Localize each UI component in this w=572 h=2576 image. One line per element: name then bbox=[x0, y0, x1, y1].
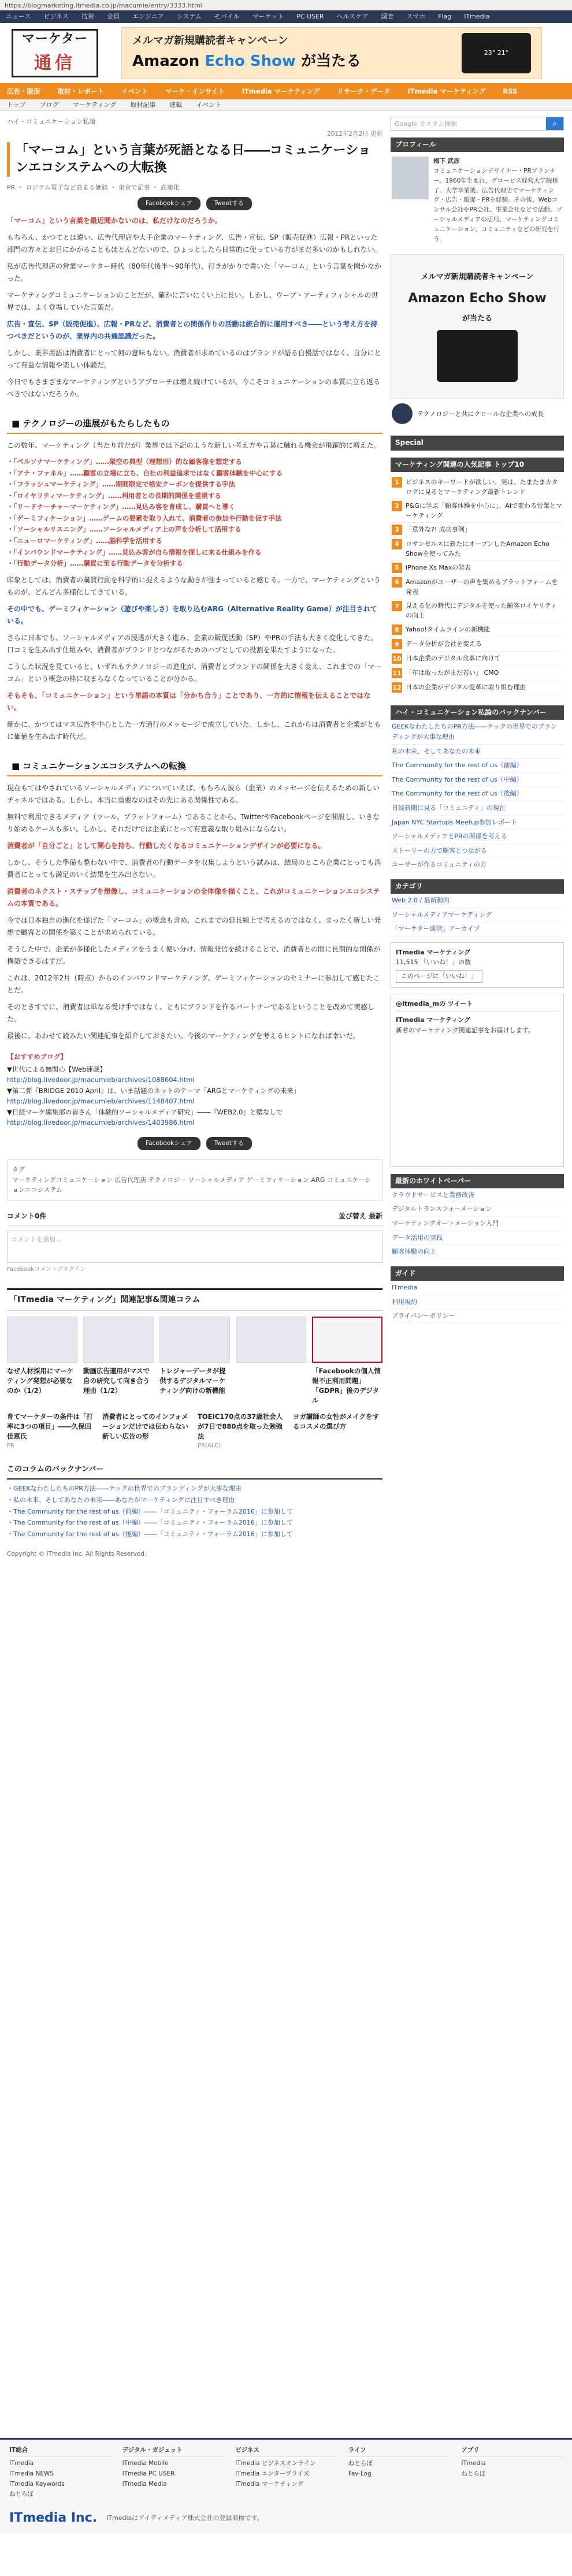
list-item: ・「ソーシャルリスニング」……ソーシャルメディア上の声を分析して活用する bbox=[7, 525, 242, 534]
topnav-item[interactable]: マーケット bbox=[252, 13, 284, 21]
topnav-item[interactable]: エンジニア bbox=[132, 13, 164, 21]
tags-title: タグ bbox=[12, 1166, 25, 1174]
paragraph: 無料で利用できるメディア（ツール、プラットフォーム）であることから、TwitterやFacebookページを開設し、いきなり始めるケースも多い。しかし、それだけでは企業にとって有意義な取り組みにならない。 bbox=[7, 812, 380, 833]
category-item[interactable]: 「マーケター通信」アーカイブ bbox=[391, 922, 564, 936]
search-icon[interactable]: ⌕ bbox=[546, 117, 563, 130]
column-item[interactable]: ソーシャルメディアとPRの関係を考える bbox=[391, 830, 564, 844]
highlight-paragraph: 消費者のネクスト・ステップを想像し、コミュニケーションの全体像を描くこと、これがコミュニケーションエコシステムの本質である。 bbox=[7, 887, 380, 908]
related-grid bbox=[7, 1317, 382, 1406]
subnav-item[interactable]: 取材記事 bbox=[130, 101, 156, 109]
ranking-item[interactable]: 8 Yahoo!タイムラインの新機能 bbox=[392, 623, 563, 637]
sidebar-ad-line3: が当たる bbox=[462, 314, 492, 323]
paragraph: 現在もてはやされているソーシャルメディアについていえば、もちろん彼ら（企業）のメッセージを伝えるための新しいチャネルではある。しかし、本当に重要なのはその先にある関係性である。 bbox=[7, 783, 380, 804]
footer-text: ITmediaはアイティメディア株式会社の登録商標です。 bbox=[106, 2514, 263, 2522]
comment-input[interactable]: コメントを追加... bbox=[7, 1231, 382, 1263]
topnav-item[interactable]: 技術 bbox=[81, 13, 95, 21]
catnav-item[interactable]: イベント bbox=[121, 87, 148, 95]
category-nav bbox=[0, 83, 572, 99]
highlight-paragraph: そもそも、「コミュニケーション」という単語の本質は「分かち合う」ことであり、一方的に情報を伝えることではない。 bbox=[7, 691, 371, 712]
logo-line2: 通信 bbox=[34, 53, 76, 73]
related-card-featured[interactable]: 「Facebookの個人情報不正利用問題」「GDPR」後のデジタル bbox=[312, 1317, 382, 1406]
guide-item[interactable]: ITmedia bbox=[391, 1281, 564, 1295]
backnumber-item[interactable]: ・The Community for the rest of us（前編）――「コミュニティ・フォーラム2016」に参加して bbox=[7, 1507, 293, 1515]
fb-likes: 11,515 「いいね！」の数 bbox=[396, 958, 471, 967]
topnav-item[interactable]: ITmedia bbox=[464, 13, 490, 21]
twitter-widget bbox=[391, 994, 564, 1167]
related-thumb bbox=[236, 1317, 306, 1363]
article-date: 2012年2月2日 更新 bbox=[327, 130, 382, 137]
paragraph: さらに日本でも、ソーシャルメディアの浸透が大きく進み、企業の販促活動（SP）やPRの手法も大きく変化してきた。口コミを生み出す仕組みや、消費者がブランドとつながるためのハブとしての役割を果たすようになった。 bbox=[7, 633, 378, 654]
mini-ad-icon bbox=[392, 403, 413, 424]
related-card[interactable]: ヨガ講師の女性がメイクをするコスメの選び方 bbox=[293, 1412, 380, 1430]
guide-list bbox=[391, 1281, 564, 1324]
top-ad-banner[interactable] bbox=[121, 27, 542, 79]
backnumber-item[interactable]: ・The Community for the rest of us（中編）――「コミュニティ・フォーラム2016」に参加して bbox=[7, 1519, 293, 1527]
paragraph: この数年、マーケティング（当たり前だが）業界では下記のような新しい考え方や言葉に触れる機会が飛躍的に増えた。 bbox=[7, 441, 381, 450]
backnumber-heading: このコラムのバックナンバー bbox=[7, 1464, 382, 1480]
section-heading: ■ テクノロジーの進展がもたらしたもの bbox=[7, 414, 382, 434]
related-card[interactable]: 消費者にとってのインフォメーションだけでは伝わらない新しい広告の形 bbox=[102, 1412, 189, 1441]
paragraph: 私が広告代理店の営業マーケター時代（80年代後半〜90年代）、行きがかりで書いた「マーコム」という言葉を聞かなかった。 bbox=[7, 262, 381, 283]
footer-link[interactable]: ITmedia マーケティング bbox=[235, 2480, 303, 2488]
highlight-paragraph: 広告・宣伝、SP（販売促進）、広報・PRなど、消費者との関係作りの活動は統合的に運用すべき――という考え方を持つべきだというのが、業界内の共通認識だった。 bbox=[7, 320, 378, 341]
backnumber-item[interactable]: ・私の未来、そしてあなたの未来――あなたがマーケティングに注目すべき理由 bbox=[7, 1496, 235, 1504]
lead-paragraph: 「マーコム」という言葉を最近聞かないのは、私だけなのだろうか。 bbox=[7, 217, 222, 225]
column-item[interactable]: Japan NYC Startups Meetup参加レポート bbox=[391, 816, 564, 830]
browser-url-bar[interactable]: https://blogmarketing.itmedia.co.jp/macumie/entry/3333.html bbox=[0, 0, 572, 10]
subnav-item[interactable]: マーケティング bbox=[72, 101, 117, 109]
ranking-item[interactable]: 2 P&Gに学ぶ「顧客体験を中心に」、AIで変わる営業とマーケティング bbox=[392, 499, 563, 523]
footer-link[interactable]: ITmedia Mobile bbox=[122, 2459, 169, 2467]
search-box bbox=[391, 117, 564, 131]
list-item: ・「行動データ分析」……購買に至る行動データを分析する bbox=[7, 559, 183, 568]
paragraph: しかし、そうした準備も整わない中で、消費者の行動データを収集しようという試みは、結局のところ企業にとっても消費者にとっても満足のいく結果を生み出さない。 bbox=[7, 858, 381, 879]
facebook-widget bbox=[391, 942, 564, 988]
column-backnumber-heading: ハイ・コミュニケーション私論のバックナンバー bbox=[391, 705, 564, 720]
subnav-item[interactable]: ブログ bbox=[39, 101, 59, 109]
ranking-item[interactable]: 5 iPhone Xs Maxの発表 bbox=[392, 561, 563, 575]
comment-section bbox=[7, 1211, 382, 1274]
highlight-paragraph: その中でも、ゲーミフィケーション（遊びや楽しさ）を取り込むARG（Alternative Reality Game）が注目されている。 bbox=[7, 604, 377, 625]
ranking-item[interactable]: 3 「意外な?! 成功事例」 bbox=[392, 523, 563, 537]
paragraph: 今では日本独自の進化を遂げた「マーコム」の概念も含め、これまでの延長線上で考えるのではなく、まったく新しい発想で顧客との関係を築くことが求められている。 bbox=[7, 916, 381, 936]
paragraph: 印象としては、消費者の購買行動を科学的に捉えるような動きが強まっていると感じる。一方で、マーケティングというものが、どんどん多様化してきている。 bbox=[7, 575, 381, 596]
ranking-item[interactable]: 10 日本企業のデジタル改革に向けて bbox=[392, 652, 563, 666]
footer-link[interactable]: ITmedia bbox=[9, 2459, 34, 2467]
fb-like-button[interactable]: このページに「いいね！」 bbox=[396, 970, 482, 983]
share-buttons-bottom bbox=[7, 1137, 382, 1150]
paragraph: もちろん、かつてとは違い、広告代理店や大手企業のマーケティング、広告・宣伝、SP（販売促進）広報・PRといった部門の方々とお目にかかることもほとんどないので、ひょっとしたら日常的に使っている方がまだ多いのかもしれない。 bbox=[7, 233, 381, 254]
related-grid-2 bbox=[7, 1412, 382, 1451]
paragraph: そうした中で、企業が多様化したメディアをうまく使い分け、情報発信を続けることで、消費者との間に長期的な関係が構築できるはずだ。 bbox=[7, 945, 381, 965]
column-item[interactable]: The Community for the rest of us（中編） bbox=[391, 773, 564, 787]
topnav-item[interactable]: Flag bbox=[438, 13, 452, 21]
category-item[interactable]: Web 2.0 / 最新動向 bbox=[391, 894, 564, 908]
list-item: ・「ニューロマーケティング」……脳科学を活用する bbox=[7, 536, 162, 545]
twitter-account[interactable]: ITmedia マーケティング bbox=[396, 1016, 471, 1024]
ad-device-image: 23° 21° bbox=[462, 33, 531, 73]
topnav-item[interactable]: システム bbox=[176, 13, 202, 21]
column-item[interactable]: 日経新聞に見る「コミュニティ」の現在 bbox=[391, 801, 564, 816]
facebook-share-button[interactable]: Facebookシェア bbox=[138, 197, 200, 210]
subnav-item[interactable]: 連載 bbox=[169, 101, 183, 109]
whitepaper-item[interactable]: クラウドサービスと業務改善 bbox=[391, 1188, 564, 1203]
footer-link[interactable]: Fav-Log bbox=[348, 2470, 372, 2477]
paragraph: これは、2012年2月（時点）からのインバウンドマーケティング、ゲーミフィケーションのセミナーに参加して感じたことだ。 bbox=[7, 973, 380, 994]
link-label: ▼日経マーケ編集部の皆さん「体験的ソーシャルメディア研究」――『WEB2.0』と壁なしで bbox=[7, 1107, 283, 1116]
footer-link[interactable]: ITmedia PC USER bbox=[122, 2470, 175, 2477]
ad-headline: メルマガ新規購読者キャンペーン bbox=[132, 34, 288, 47]
paragraph: マーケティングコミュニケーションのことだが、確かに言いにくい上に長い。しかし、ウーブ・アーティフィシャルの世界では、よく登場していた言葉だ。 bbox=[7, 291, 378, 312]
topnav-item[interactable]: モバイル bbox=[214, 13, 240, 21]
subnav-item[interactable]: トップ bbox=[7, 101, 26, 109]
topnav-item[interactable]: ヘルスケア bbox=[336, 13, 369, 21]
link-label: ▼世代による無関心【Web連載】 bbox=[7, 1065, 106, 1074]
catnav-item[interactable]: RSS bbox=[503, 87, 518, 95]
footer-link[interactable]: ねとらぼ bbox=[9, 2490, 34, 2498]
comment-count: コメント0件 bbox=[7, 1211, 47, 1220]
masthead bbox=[0, 23, 572, 83]
profile-heading: プロフィール bbox=[391, 137, 564, 152]
paragraph: 確かに、かつてはマス広告を中心とした一方通行のメッセージで成立していた。しかし、これからは消費者と企業がともに価値を生み出す時代だ。 bbox=[7, 720, 381, 741]
whitepaper-item[interactable]: マーケティングオートメーション入門 bbox=[391, 1217, 564, 1231]
catnav-item[interactable]: 取材・レポート bbox=[57, 87, 104, 95]
breadcrumb[interactable]: ハイ・コミュニケーション私論 bbox=[7, 118, 96, 125]
guide-item[interactable]: 利用規約 bbox=[391, 1295, 564, 1310]
link-url[interactable]: http://blog.livedoor.jp/macumieb/archives/1403986.html bbox=[7, 1118, 195, 1127]
search-input[interactable]: Google カスタム検索 bbox=[395, 120, 458, 128]
subnav-item[interactable]: イベント bbox=[196, 101, 222, 109]
comment-sort-select[interactable]: 並び替え 最新 bbox=[338, 1211, 382, 1220]
list-item: ・「フラッシュマーケティング」……期間限定で格安クーポンを提供する手法 bbox=[7, 480, 235, 489]
tweet-button[interactable]: Tweetする bbox=[206, 1137, 252, 1150]
related-card[interactable] bbox=[236, 1317, 306, 1406]
column-item[interactable]: ストーリーの力で顧客とつながる bbox=[391, 844, 564, 858]
ad-offer: Amazon Echo Show が当たる bbox=[132, 52, 362, 70]
footer-link[interactable]: ITmedia ビジネスオンライン bbox=[235, 2459, 316, 2467]
ranking-item[interactable]: 4 ロサンゼルスに新たにオープンしたAmazon Echo Showを使ってみた bbox=[392, 537, 563, 561]
topnav-item[interactable]: スマホ bbox=[406, 13, 426, 21]
column-item[interactable]: The Community for the rest of us（前編） bbox=[391, 759, 564, 773]
list-item: ・「インバウンドマーケティング」……見込み客が自ら情報を探しに来る仕組みを作る bbox=[7, 548, 262, 556]
ranking-list bbox=[391, 472, 564, 698]
pr-line[interactable]: PR ・ ロジテム電子など高まる価値 ・ 東京で記事 ・ 高速化 bbox=[7, 183, 180, 191]
comment-plugin-label: Facebookコメントプラグイン bbox=[7, 1266, 86, 1273]
footer-column: デジタル・ガジェット ITmedia Mobile ITmedia PC USER ITmedia Media bbox=[122, 2445, 224, 2500]
footer-column: ライフ ねとらぼ Fav-Log bbox=[348, 2445, 450, 2500]
catnav-item[interactable]: リサーチ・データ bbox=[337, 87, 391, 95]
sidebar-ad-line1: メルマガ新規購読者キャンペーン bbox=[421, 272, 534, 281]
related-card[interactable]: なぜ人材採用にマーケティング発想が必要なのか（1/2） bbox=[7, 1317, 77, 1406]
share-buttons-top bbox=[7, 197, 382, 210]
ranking-item[interactable]: 7 見える化の時代にデジタルを使った顧客ロイヤリティの向上 bbox=[392, 599, 563, 623]
ranking-item[interactable]: 11 「年は取ったがまだ若い」 CMO bbox=[392, 666, 563, 681]
related-thumb bbox=[159, 1317, 230, 1363]
sidebar-ad-line2: Amazon Echo Show bbox=[408, 291, 547, 306]
whitepaper-heading: 最新のホワイトペーパー bbox=[391, 1174, 564, 1188]
column-item[interactable]: ユーザーが作るコミュニティの力 bbox=[391, 858, 564, 872]
author-profile bbox=[391, 152, 564, 248]
related-thumb bbox=[83, 1317, 154, 1363]
sidebar bbox=[391, 117, 564, 1559]
whitepaper-item[interactable]: 顧客体験の向上 bbox=[391, 1245, 564, 1259]
column-item[interactable]: The Community for the rest of us（後編） bbox=[391, 787, 564, 801]
main-column bbox=[7, 117, 382, 1559]
related-card[interactable]: トレジャーデータが提供するデジタルマーケティング向けの新機能 bbox=[159, 1317, 230, 1406]
footer bbox=[0, 2438, 572, 2534]
footer-link[interactable]: ねとらぼ bbox=[348, 2459, 373, 2467]
page-body bbox=[0, 111, 572, 1559]
list-item: ・「ロイヤリティマーケティング」……利用者との長期的関係を重視する bbox=[7, 491, 221, 500]
paragraph: こうした状況を見ていると、いずれもテクノロジーの進化が、消費者とブランドの関係を大きく変え、これまでの「マーコム」という概念の枠に収まらなくなっていることが分かる。 bbox=[7, 662, 382, 683]
list-item: ・「ペルソナマーケティング」……架空の典型（理想形）的な顧客像を想定する bbox=[7, 458, 242, 466]
ranking-item[interactable]: 9 データ分析が会社を変える bbox=[392, 637, 563, 652]
mini-ad[interactable]: テクノロジーと共にクロールな企業への成長 bbox=[391, 399, 564, 429]
list-item: ・「アナ・ファネル」……顧客の立場に立ち、自社の利益追求ではなく顧客体験を中心にする bbox=[7, 469, 283, 477]
ranking-item[interactable]: 6 Amazonがユーザーの声を集めるプラットフォームを発表 bbox=[392, 575, 563, 599]
ranking-heading: マーケティング関連の人気記事 トップ10 bbox=[391, 458, 564, 472]
sidebar-ad-device bbox=[437, 330, 518, 382]
catnav-item[interactable]: 広告・販促 bbox=[7, 87, 40, 95]
category-item[interactable]: ソーシャルメディアマーケティング bbox=[391, 908, 564, 923]
topnav-item[interactable]: ビジネス bbox=[43, 13, 69, 21]
logo-line1: マーケター bbox=[22, 31, 88, 47]
whitepaper-item[interactable]: データ活用の実践 bbox=[391, 1231, 564, 1246]
paragraph: しかし、業界用語は消費者にとって何の意味もない。消費者が求めているのはブランドが語る自慢話ではなく、自分にとって有益な情報や楽しい体験だ。 bbox=[7, 349, 381, 370]
backnumber-item[interactable]: ・The Community for the rest of us（後編）――「コミュニティ・フォーラム2016」に参加して bbox=[7, 1530, 293, 1538]
tweet-button[interactable]: Tweetする bbox=[206, 197, 252, 210]
footer-link[interactable]: ITmedia エンタープライズ bbox=[235, 2470, 310, 2477]
sidebar-ad[interactable] bbox=[391, 254, 564, 399]
footer-logo[interactable]: ITmedia Inc. bbox=[9, 2511, 98, 2526]
recommended-links bbox=[7, 1051, 382, 1128]
ranking-item[interactable]: 12 日本の企業がデジタル変革に取り組む理由 bbox=[392, 681, 563, 695]
column-item[interactable]: 私の未来、そしてあなたの未来 bbox=[391, 745, 564, 759]
tags-list[interactable]: マーケティングコミュニケーション 広告代理店 テクノロジー ソーシャルメディア ゲーミフィケーション ARG コミュニケーションエコシステム bbox=[12, 1176, 372, 1194]
related-thumb bbox=[312, 1317, 382, 1363]
paragraph: 今日でもさまざまなマーケティングというアプローチは増え続けているが、今こそコミュニケーションの本質に立ち返るべきではないだろうか。 bbox=[7, 378, 381, 399]
fb-page-name[interactable]: ITmedia マーケティング bbox=[396, 948, 471, 956]
footer-link[interactable]: ITmedia Media bbox=[122, 2480, 167, 2488]
backnumber-item[interactable]: ・GEEKなわたしたちのPR方法――テックの世界でのブランディングが大事な理由 bbox=[7, 1485, 242, 1493]
sub-nav bbox=[0, 99, 572, 111]
topnav-item[interactable]: ニュース bbox=[6, 13, 31, 21]
column-backnumber-list bbox=[391, 720, 564, 872]
guide-item[interactable]: プライバシーポリシー bbox=[391, 1309, 564, 1324]
related-card[interactable]: 動画広告運用がマスで自の研究して向き合う理由（1/2） bbox=[83, 1317, 154, 1406]
special-heading: Special bbox=[391, 436, 564, 450]
footer-link[interactable]: ITmedia Keywords bbox=[9, 2480, 65, 2488]
author-photo bbox=[392, 157, 429, 199]
paragraph: そのときすでに、消費者は単なる受け手ではなく、ともにブランドを作るパートナーであるということを改めて実感した。 bbox=[7, 1002, 375, 1023]
keyword-list bbox=[7, 456, 382, 569]
footer-link[interactable]: ねとらぼ bbox=[461, 2470, 486, 2477]
ranking-item[interactable]: 1 ビジネスのキーワードが欲しい。実は、たまたまカタログに見るとマーケティング最新トレンド bbox=[392, 475, 563, 499]
whitepaper-list bbox=[391, 1188, 564, 1259]
link-url[interactable]: http://blog.livedoor.jp/macumieb/archives/1148407.html bbox=[7, 1097, 195, 1106]
author-name: 梅下 武彦 bbox=[433, 158, 460, 165]
catnav-item[interactable]: マーケ・インサイト bbox=[165, 87, 225, 95]
twitter-heading: @itmedia_mの ツイート bbox=[396, 999, 559, 1012]
whitepaper-item[interactable]: デジタルトランスフォーメーション bbox=[391, 1202, 564, 1217]
related-heading: 「ITmedia マーケティング」関連記事&関連コラム bbox=[7, 1288, 382, 1310]
link-label: ▼第二弾『BRIDGE 2010 April』は、いま話題のネットのテーマ「ARGとマーケティングの未来」 bbox=[7, 1086, 300, 1095]
highlight-paragraph: 消費者が「自分ごと」として関心を持ち、行動したくなるコミュニケーションデザインが必要になる。 bbox=[7, 841, 325, 850]
author-bio: コミュニケーションデザイナー・PRプランナー。1960年生まれ。グロービス経営大学院修了。大学卒業後、広告代理店でマーケティング・広告・販促・PRを経験。その後、Webコンサル会社やPR会社、事業会社などで活動。ソーシャルメディアの活用、マーケティングコミュニケーション、コミュニティなどの研究を行う。 bbox=[433, 167, 563, 243]
footer-link[interactable]: ITmedia NEWS bbox=[9, 2470, 54, 2477]
catnav-item[interactable]: ITmedia マーケティング bbox=[242, 87, 320, 95]
catnav-item[interactable]: ITmedia マーケティング bbox=[407, 87, 486, 95]
tweet-text: 新着のマーケティング関連記事をお届けします。 bbox=[396, 1026, 534, 1034]
tag-box bbox=[7, 1159, 382, 1200]
related-card[interactable]: TOEIC170点の37歳社会人が7日で880点を取った勉強法 PR(ALC) bbox=[198, 1412, 283, 1449]
top-nav bbox=[0, 10, 572, 23]
footer-column: IT総合 ITmedia ITmedia NEWS ITmedia Keywords ねとらぼ bbox=[9, 2445, 111, 2500]
guide-heading: ガイド bbox=[391, 1266, 564, 1281]
footer-column: ビジネス ITmedia ビジネスオンライン ITmedia エンタープライズ ITmedia マーケティング bbox=[235, 2445, 337, 2500]
link-url[interactable]: http://blog.livedoor.jp/macumieb/archives/1088604.html bbox=[7, 1076, 195, 1084]
footer-link[interactable]: ITmedia bbox=[461, 2459, 486, 2467]
paragraph: 最後に、あわせて読みたい関連記事を紹介しておきたい。今後のマーケティングを考えるヒントになれば幸いだ。 bbox=[7, 1031, 360, 1040]
article-body bbox=[7, 215, 382, 1042]
topnav-item[interactable]: 会員 bbox=[107, 13, 120, 21]
backnumber-list bbox=[7, 1483, 382, 1540]
section-heading: ■ コミュニケーションエコシステムへの転換 bbox=[7, 757, 382, 776]
article-title: 「マーコム」という言葉が死語となる日――コミュニケーションエコシステムへの大転換 bbox=[7, 142, 382, 176]
links-title: 【おすすめブログ】 bbox=[7, 1052, 67, 1061]
related-thumb bbox=[7, 1317, 77, 1363]
site-logo[interactable] bbox=[12, 29, 98, 77]
list-item: ・「リードナーチャーマーケティング」……見込み客を育成し、購買へと導く bbox=[7, 503, 236, 511]
footer-column: アプリ ITmedia ねとらぼ bbox=[461, 2445, 563, 2500]
related-card[interactable]: 育てマーケターの条件は「打率に3つの項目」――久保田 佳恵氏 PR bbox=[7, 1412, 93, 1449]
copyright: Copyright © ITmedia Inc. All Rights Reserved. bbox=[7, 1551, 147, 1558]
column-item[interactable]: GEEKなわたしたちのPR方法――テックの世界でのブランディングが大事な理由 bbox=[391, 720, 564, 744]
list-item: ・「ゲーミフィケーション」……ゲームの要素を取り入れて、消費者の参加や行動を促す手法 bbox=[7, 514, 282, 522]
topnav-item[interactable]: 調査 bbox=[381, 13, 394, 21]
category-heading: カテゴリ bbox=[391, 879, 564, 894]
category-list bbox=[391, 894, 564, 936]
facebook-share-button[interactable]: Facebookシェア bbox=[138, 1137, 200, 1150]
topnav-item[interactable]: PC USER bbox=[296, 13, 324, 21]
